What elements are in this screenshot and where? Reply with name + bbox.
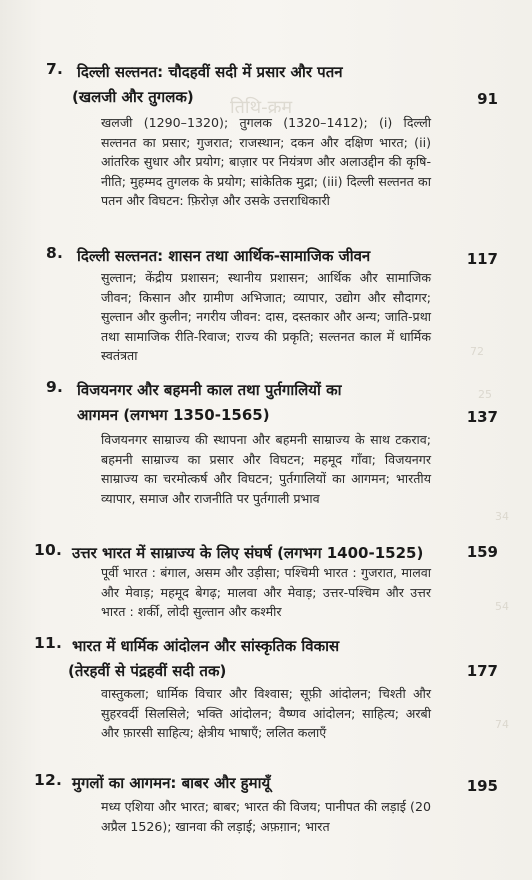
page-number: 137: [466, 408, 498, 426]
chapter-description: खलजी (1290–1320); तुगलक (1320–1412); (i) दिल्ली सल्तनत का प्रसार; गुजरात; राजस्थान; दकन और दक्षिण भारत; (ii) आंतरिक सुधार और प्रयोग; बाज़ार पर नियंत्रण और अलाउद्दीन की कृषि-नीति; मुहम्मद तुगलक के प्रयोग; सांकेतिक मुद्रा; (iii) दिल्ली सल्तनत का पतन और विघटन: फ़िरोज़ और उसके उत्तराधिकारी: [101, 115, 431, 209]
chapter-description: सुल्तान; केंद्रीय प्रशासन; स्थानीय प्रशासन; आर्थिक और सामाजिक जीवन; किसान और ग्रामीण अभिजात; व्यापार, उद्योग और सौदागर; सुल्तान और कुलीन; नगरीय जीवन: दास, दस्तकार और अन्य; जाति-प्रथा तथा सामाजिक रीति-रिवाज; राज्य की प्रकृति; सल्तनत काल में धार्मिक स्वतंत्रता: [101, 270, 431, 364]
bleed-through-text: तिथि-क्रम: [230, 97, 293, 118]
page-number: 91: [477, 90, 498, 108]
chapter-description: वास्तुकला; धार्मिक विचार और विश्वास; सूफ़ी आंदोलन; चिश्ती और सुहरवर्दी सिलसिले; भक्ति आंदोलन; वैष्णव आंदोलन; साहित्य; अरबी और फ़ारसी साहित्य; क्षेत्रीय भाषाएँ; ललित कलाएँ: [101, 686, 431, 741]
chapter-number: 7.: [46, 60, 64, 78]
chapter-subtitle: (खलजी और तुगलक): [72, 88, 194, 106]
chapter-subtitle: (तेरहवीं से पंद्रहवीं सदी तक): [68, 662, 227, 680]
chapter-title: दिल्ली सल्तनत: चौदहवीं सदी में प्रसार और पतन: [77, 63, 343, 81]
bleed-through-text: 34: [495, 510, 509, 523]
chapter-number: 11.: [34, 634, 63, 652]
page-number: 195: [466, 777, 498, 795]
chapter-number: 10.: [34, 541, 63, 559]
chapter-number: 12.: [34, 771, 63, 789]
chapter-number: 9.: [46, 378, 64, 396]
page-number: 117: [466, 250, 498, 268]
bleed-through-text: 25: [478, 388, 492, 401]
page-number: 159: [466, 543, 498, 561]
chapter-title: भारत में धार्मिक आंदोलन और सांस्कृतिक विकास: [72, 637, 340, 655]
bleed-through-text: 72: [470, 345, 484, 358]
bleed-through-text: 54: [495, 600, 509, 613]
chapter-description: पूर्वी भारत : बंगाल, असम और उड़ीसा; पश्चिमी भारत : गुजरात, मालवा और मेवाड़; महमूद बेगढ़; मालवा और मेवाड़; उत्तर-पश्चिम और उत्तर भारत : शर्की, लोदी सुल्तान और कश्मीर: [101, 565, 431, 620]
page-number: 177: [466, 662, 498, 680]
chapter-subtitle: आगमन (लगभग 1350-1565): [77, 406, 270, 424]
chapter-title: उत्तर भारत में साम्राज्य के लिए संघर्ष (लगभग 1400-1525): [72, 544, 424, 562]
chapter-title: दिल्ली सल्तनत: शासन तथा आर्थिक-सामाजिक जीवन: [77, 247, 371, 265]
bleed-through-text: 74: [495, 718, 509, 731]
chapter-title: विजयनगर और बहमनी काल तथा पुर्तगालियों का: [77, 381, 342, 399]
chapter-description: मध्य एशिया और भारत; बाबर; भारत की विजय; पानीपत की लड़ाई (20 अप्रैल 1526); खानवा की लड़ाई; अफ़ग़ान; भारत: [101, 799, 431, 834]
chapter-title: मुगलों का आगमन: बाबर और हुमायूँ: [72, 774, 271, 792]
chapter-number: 8.: [46, 244, 64, 262]
chapter-description: विजयनगर साम्राज्य की स्थापना और बहमनी साम्राज्य के साथ टकराव; बहमनी साम्राज्य का प्रसार और विघटन; महमूद गाँवा; विजयनगर साम्राज्य का चरमोत्कर्ष और विघटन; पुर्तगालियों का आगमन; भारतीय व्यापार, समाज और राजनीति पर पुर्तगाली प्रभाव: [101, 432, 431, 506]
